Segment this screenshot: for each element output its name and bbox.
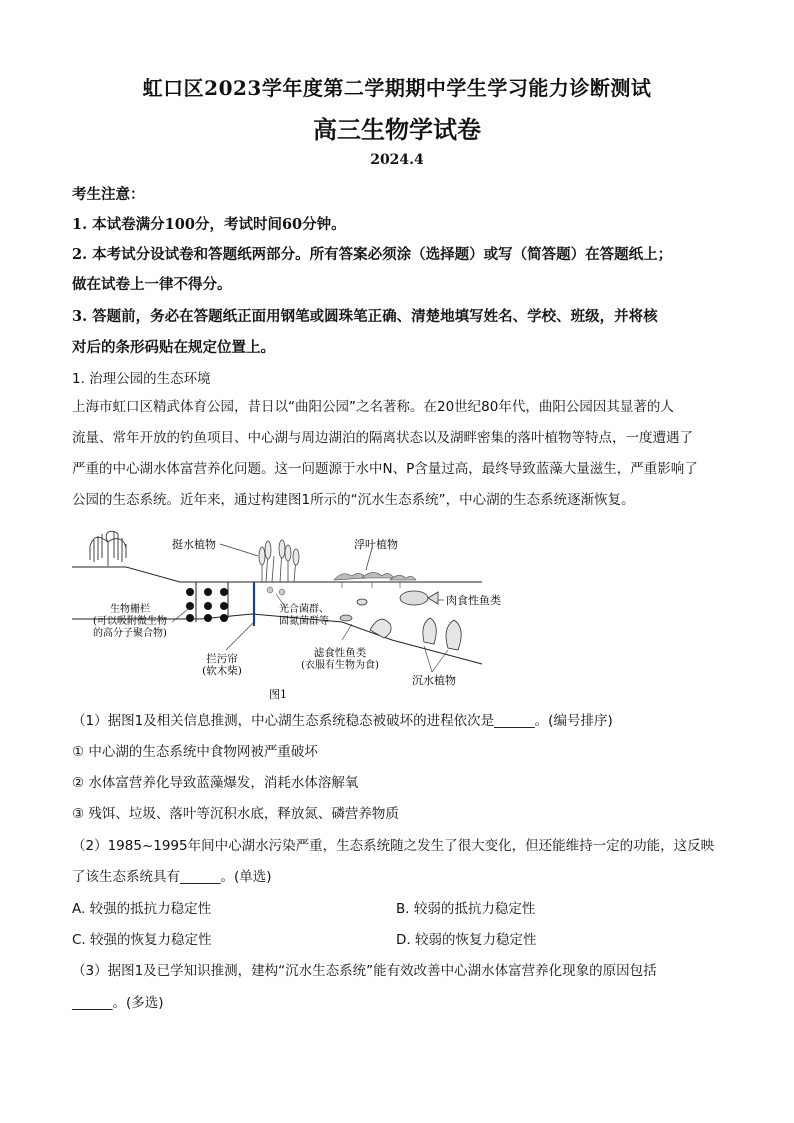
label-bio-fence: 生物栅栏 <box>110 604 150 615</box>
label-curtain-note: (软木柴) <box>202 665 242 677</box>
floating-leaf-plant-icon <box>334 572 416 588</box>
notice-heading: 考生注意： <box>72 186 145 203</box>
bacteria-icon <box>267 587 285 595</box>
label-emergent-plant: 挺水植物 <box>172 538 216 551</box>
exam-subtitle: 高三生物学试卷 <box>313 115 481 144</box>
option-b: B. 较弱的抵抗力稳定性 <box>396 901 536 917</box>
exam-date: 2024.4 <box>370 152 424 168</box>
section-paragraph-line: 公园的生态系统。近年来，通过构建图1所示的“沉水生态系统”，中心湖的生态系统逐渐恢复。 <box>72 492 635 508</box>
figure-caption: 图1 <box>269 688 287 701</box>
option-d: D. 较弱的恢复力稳定性 <box>396 932 537 948</box>
notice-item: 做在试卷上一律不得分。 <box>72 276 232 293</box>
carnivorous-fish-icon <box>357 591 438 605</box>
label-curtain: 拦污帘 <box>206 653 238 665</box>
question-3: （3）据图1及已学知识推测，建构“沉水生态系统”能有效改善中心湖水体富营养化现象的原因包括 <box>72 963 657 979</box>
willow-tree-icon <box>90 531 126 566</box>
notice-item: 2. 本考试分设试卷和答题纸两部分。所有答案必须涂（选择题）或写（简答题）在答题纸上； <box>72 246 673 263</box>
submerged-plant-icon <box>370 618 461 650</box>
question-3-cont: ______。(多选) <box>72 995 164 1011</box>
emergent-plant-icon <box>259 540 299 582</box>
label-filter-fish-note: (衣服有生物为食) <box>301 660 379 671</box>
option-c: C. 较强的恢复力稳定性 <box>72 932 212 948</box>
bio-fence-icon <box>186 582 228 622</box>
notice-item: 1. 本试卷满分100分，考试时间60分钟。 <box>72 216 346 233</box>
label-filter-fish: 滤食性鱼类 <box>313 647 367 659</box>
label-bio-fence-note: 的高分子聚合物) <box>93 628 167 639</box>
question-1-item: ③ 残饵、垃圾、落叶等沉积水底，释放氮、磷营养物质 <box>72 806 399 822</box>
option-a: A. 较强的抵抗力稳定性 <box>72 901 212 917</box>
section-title: 1. 治理公园的生态环境 <box>72 371 211 387</box>
label-floating-plant: 浮叶植物 <box>354 538 398 551</box>
section-paragraph-line: 严重的中心湖水体富营养化问题。这一问题源于水中N、P含量过高，最终导致蓝藻大量滋生，严重影响了 <box>72 461 698 477</box>
question-1-item: ① 中心湖的生态系统中食物网被严重破坏 <box>72 744 318 760</box>
question-2-cont: 了该生态系统具有______。(单选) <box>72 869 272 885</box>
label-bacteria: 光合菌群、 <box>279 604 329 615</box>
label-bio-fence-note: (可以吸附微生物 <box>93 616 167 627</box>
section-paragraph-line: 流量、常年开放的钓鱼项目、中心湖与周边湖泊的隔离状态以及湖畔密集的落叶植物等特点，一度遭遇了 <box>72 430 693 446</box>
section-paragraph-line: 上海市虹口区精武体育公园，昔日以“曲阳公园”之名著称。在20世纪80年代，曲阳公园因其显著的人 <box>72 399 674 415</box>
label-carnivorous-fish: 肉食性鱼类 <box>446 594 501 607</box>
question-1: （1）据图1及相关信息推测，中心湖生态系统稳态被破坏的进程依次是______。(编号排序) <box>72 713 613 729</box>
exam-title: 虹口区2023学年度第二学期期中学生学习能力诊断测试 <box>142 76 652 100</box>
notice-item: 3. 答题前，务必在答题纸正面用钢笔或圆珠笔正确、清楚地填写姓名、学校、班级，并将核 <box>72 308 658 325</box>
question-2: （2）1985~1995年间中心湖水污染严重，生态系统随之发生了很大变化，但还能维持一定的功能，这反映 <box>72 838 715 854</box>
label-submerged-plant: 沉水植物 <box>412 674 456 687</box>
filter-fish-icon <box>340 615 352 621</box>
label-bacteria: 固氮菌群等 <box>279 616 329 627</box>
question-1-item: ② 水体富营养化导致蓝藻爆发，消耗水体溶解氧 <box>72 775 359 791</box>
lake-bank-line <box>72 567 482 582</box>
notice-item: 对后的条形码贴在规定位置上。 <box>72 339 275 356</box>
ecosystem-figure <box>72 522 501 704</box>
